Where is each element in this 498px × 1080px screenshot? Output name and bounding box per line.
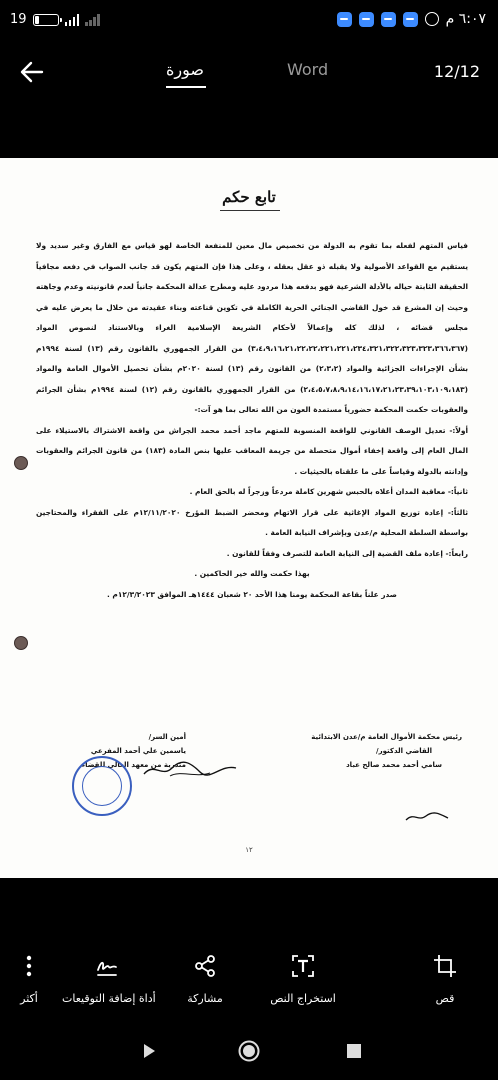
battery-fill (35, 16, 39, 24)
clerk-affiliation: متدربة من معهد العالي للقضاء (81, 761, 186, 769)
extract-text-label: استخراج النص (270, 992, 336, 1005)
punch-hole (14, 636, 28, 650)
judgment-paragraph: فياس المتهم لفعله بما تقوم به الدولة من تخصيص مال معين للمنفعة الخاصة لهو قياس مع الفارق وغير سديد ولا يستقيم مع القواعد الأصولية ولا يقبله ذو عقل بعقله ، وعلى هذا فإن المتهم يكون قد جانب الصواب في دفعه مجافياً الحقيقة الثابتة حياله بالأدلة الشرعية فهو بدفعه هذا مردود عليه ومطرح عدالة المحكمة جانباً لعدم قانونيته وعدم وجاهته وحيث إن المشرع قد خول القاضي الجنائي الحرية الكاملة في تكوين قناعته وبناء عقيدته من خلال ما يعرض عليه في مجلس قضائه ، لذلك كله وإعمالاً لأحكام الشريعة الإسلامية الغراء وبالاستناد لنصوص المواد (٣،٤،٩،١٦،٢١،٢٢،٢٢،٢٢١،٢٢١،٢٣٤،٣٢١،٣٢٢،٣٢٣،٣٢٣،٣٦٦،٣٦٧) من القرار الجمهوري بالقانون رقم (١٣) لسنة ١٩٩٤م بشأن الإجراءات الجزائية والمواد (٢،٣،٢) من القانون رقم (١٣) لسنة ٢٠٢٠م بشأن تحصيل الأموال العامة والمواد (٢،٤،٥،٧،٨،٩،١٤،١٦،١٧،٢١،٢٣،٣٩،١٠٣،١٠٩،١٨٣) من القرار الجمهوري بالقانون رقم (١٢) لسنة ١٩٩٤م بشأن الجرائم والعقوبات حكمت المحكمة حضورياً مستمدة العون من الله تعالى بما هو آت:- (36, 241, 468, 414)
signal-icon (65, 14, 80, 26)
notification-icon (403, 12, 418, 27)
share-button[interactable] (160, 953, 250, 1006)
document-body (36, 236, 468, 605)
signature-icon (94, 953, 120, 979)
notification-icon (381, 12, 396, 27)
status-bar (0, 0, 498, 44)
ruling-item-2: ثانياً:- معاقبة المدان أعلاه بالحبس شهرين كاملة مردعاً وزجراً له بالحق العام . (189, 487, 468, 496)
ruling-item-1: أولاً:- تعديل الوصف القانوني للواقعة المنسوبة للمتهم ماجد أحمد محمد الجراش من واقعة الاشتراك بالاستيلاء على المال العام إلى واقعة إخفاء أموال متحصلة من جريمة المعاقب عليها بنص المادة (١٨٣) من قانون الجرائم والعقوبات وإدانته بالدولة وقياساً على ما علقناه بالحيثيات . (36, 425, 468, 476)
status-right (337, 11, 486, 27)
tab-image[interactable]: صورة (166, 60, 204, 79)
notification-icon (337, 12, 352, 27)
document-page (0, 158, 498, 878)
judge-name: سامي أحمد محمد صالح عباد (346, 761, 442, 769)
active-tab-indicator (166, 86, 206, 88)
clock: ٦:٠٧ م (445, 11, 486, 27)
battery-icon (33, 14, 59, 26)
crop-icon (432, 953, 458, 979)
signal-secondary-icon (85, 14, 100, 26)
add-signature-label: أداة إضافة التوقيعات (62, 992, 156, 1005)
bottom-toolbar (0, 895, 498, 1025)
judge-signature-block (272, 730, 462, 772)
clerk-title: أمين السر/ (148, 733, 186, 741)
closing-line: بهذا حكمت والله خير الحاكمين . (194, 569, 310, 578)
more-label: أكثر (20, 992, 38, 1005)
tab-word[interactable]: Word (287, 60, 329, 79)
clerk-name: ياسمين علي أحمد المفرعي (90, 747, 186, 755)
court-name: رئيس محكمة الأموال العامة م/عدن الابتدائية (311, 733, 462, 741)
document-title: تابع حكم (222, 188, 276, 206)
battery-level-text: 19 (10, 12, 27, 27)
alarm-icon (425, 12, 439, 26)
more-vertical-icon (16, 953, 42, 979)
app-bar (0, 44, 498, 100)
extract-text-button[interactable] (258, 953, 348, 1006)
judge-title: القاضي الدكتور/ (376, 747, 432, 755)
issue-date-line: صدر علناً بقاعة المحكمة يومنا هذا الأحد ٢٠ شعبان ١٤٤٤هـ الموافق ١٢/٣/٢٠٢٣م . (107, 589, 397, 599)
clerk-signature-icon (404, 810, 450, 824)
crop-label: قص (435, 992, 455, 1005)
crop-button[interactable] (410, 953, 480, 1006)
page-counter: 12/12 (433, 62, 480, 81)
back-triangle-icon[interactable] (136, 1039, 160, 1063)
status-left (10, 12, 100, 27)
system-nav-bar (0, 1025, 498, 1080)
handwritten-signature-icon (140, 758, 240, 780)
recents-square-icon[interactable] (342, 1039, 366, 1063)
share-label: مشاركة (187, 992, 223, 1005)
notification-icon (359, 12, 374, 27)
ruling-item-4: رابعاً:- إعادة ملف القضية إلى النيابة العامة للتصرف وفقاً للقانون . (226, 548, 468, 558)
extract-text-icon (290, 953, 316, 979)
punch-hole (14, 456, 28, 470)
back-arrow-icon[interactable] (18, 58, 46, 86)
court-seal-icon (72, 756, 132, 816)
image-viewer[interactable] (0, 100, 498, 895)
ruling-item-3: ثالثاً:- إعادة توزيع المواد الإغاثية على قرار الاتهام ومحضر الضبط المؤرخ ١٢/١١/٢٠٢٠م على الفقراء والمحتاجين بواسطة السلطة المحلية م/عدن وبإشراف النيابة العامة . (36, 507, 468, 537)
home-circle-icon[interactable] (237, 1039, 261, 1063)
title-underline (220, 210, 280, 211)
share-icon (192, 953, 218, 979)
page-number: ١٢ (245, 846, 253, 854)
add-signature-button[interactable] (62, 953, 156, 1006)
